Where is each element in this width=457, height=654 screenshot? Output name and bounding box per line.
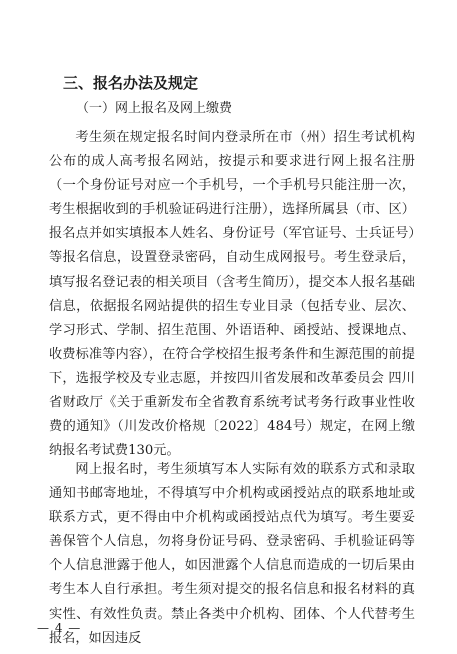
body-paragraph-personal-info: 网上报名时，考生须填写本人实际有效的联系方式和录取通知书邮寄地址，不得填写中介机构或函授站点的联系地址或联系方式，更不得由中介机构或函授站点代为填写。考生要妥善保管个人信息，勿将身份证号码、登录密码、手机验证码等个人信息泄露于他人，如因泄露个人信息而造成的一切后果由考生本人自行承担。考生须对提交的报名信息和报名材料的真实性、有效性负责。禁止各类中介机构、团体、个人代替考生报名，如因违反 bbox=[49, 462, 415, 646]
section-heading: 三、报名办法及规定 bbox=[63, 74, 199, 92]
sub-heading: （一）网上报名及网上缴费 bbox=[76, 101, 233, 116]
body-paragraph-registration: 考生须在规定报名时间内登录所在市（州）招生考试机构公布的成人高考报名网站，按提示和要求进行网上报名注册（一个身份证号对应一个手机号，一个手机号只能注册一次，考生根据收到的手机验证码进行注册），选择所属县（市、区）报名点并如实填报本人姓名、身份证号（军官证号、士兵证号）等报名信息，设置登录密码，自动生成网报号。考生登录后，填写报名登记表的相关项目（含考生简历），提交本人报名基础信息，依据报名网站提供的招生专业目录（包括专业、层次、学习形式、学制、招生范围、外语语种、函授站、授课地点、收费标准等内容），在符合学校招生报考条件和生源范围的前提下，选报学校及专业志愿，并按四川省发展和改革委员会 四川省财政厅《关于重新发布全省教育系统考试考务行政事业性收费的通知》（川发改价格规〔2022〕484号）规定，在网上缴纳报名考试费130元。 bbox=[49, 130, 415, 459]
page-number: — 4 — bbox=[37, 621, 82, 635]
